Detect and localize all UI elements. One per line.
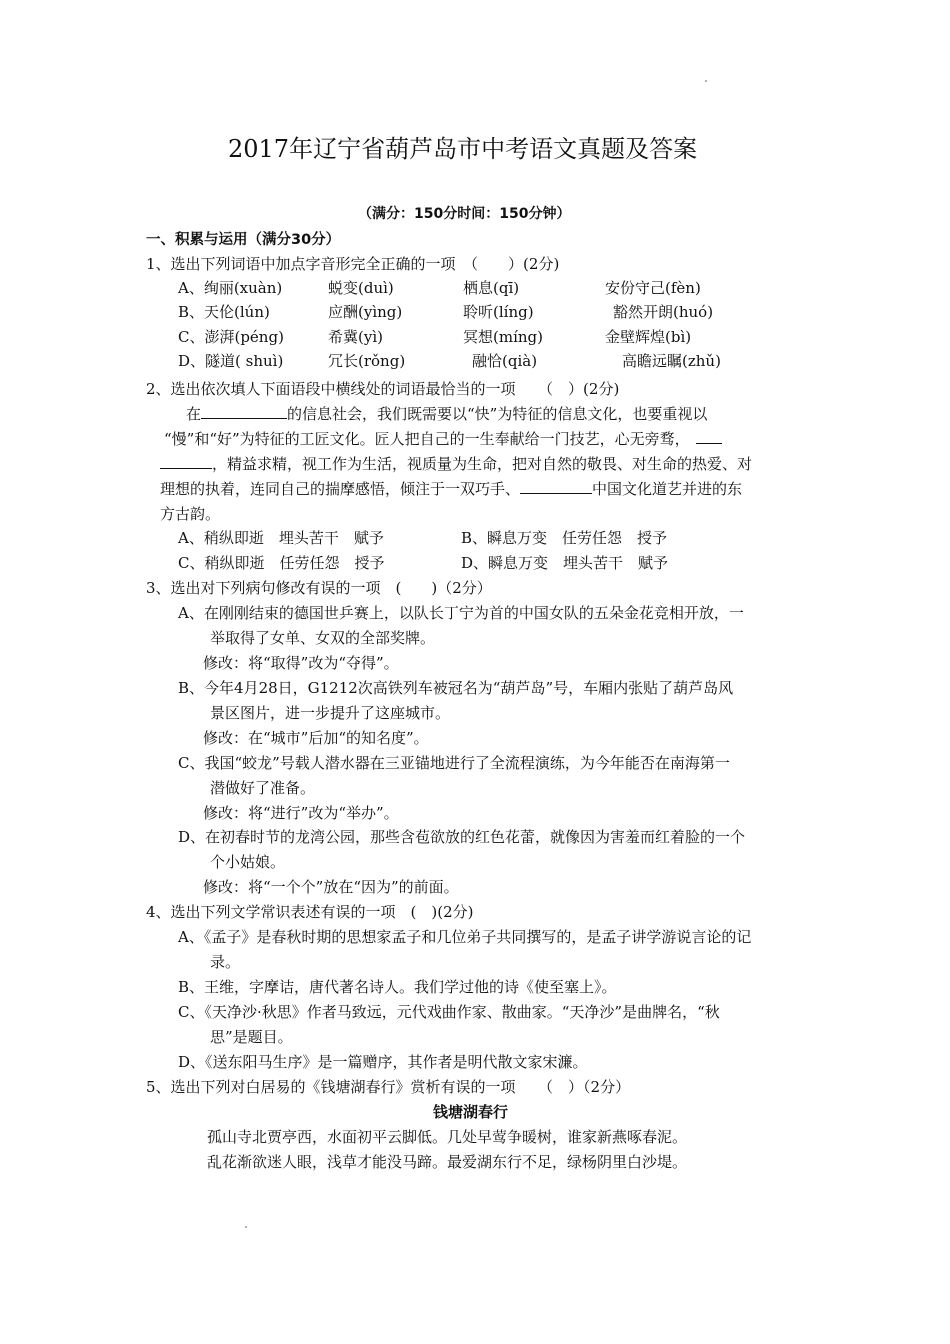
- fill-blank: [160, 454, 212, 469]
- page-title: 2017年辽宁省葫芦岛市中考语文真题及答案: [228, 135, 698, 163]
- passage-text: “慢”和“好”为特征的工匠文化。匠人把自己的一生奉献给一门技艺，心无旁骛，: [164, 430, 690, 448]
- question-3-option-c-cont: 潜做好了准备。: [210, 779, 316, 797]
- top-dot: [705, 80, 707, 82]
- question-3-option-a-cont: 举取得了女单、女双的全部奖牌。: [210, 629, 436, 647]
- question-3-option-c: C、我国“蛟龙”号载人潜水器在三亚锚地进行了全流程演练，为今年能否在南海第一: [178, 754, 730, 772]
- question-2-option-b: B、瞬息万变 任劳任怨 授予: [461, 529, 668, 547]
- question-4-option-a-cont: 录。: [210, 953, 241, 971]
- passage-line: [164, 428, 722, 450]
- poem-line-2: 乱花渐欲迷人眼，浅草才能没马蹄。最爱湖东行不足，绿杨阴里白沙堤。: [207, 1153, 688, 1171]
- question-3-option-d: D、在初春时节的龙湾公园，那些含苞欲放的红色花蕾，就像因为害羞而红着脸的一个: [178, 828, 746, 846]
- passage-text: 理想的执着，连同自己的揣摩感悟，倾注于一双巧手、: [160, 480, 521, 498]
- question-1-stem: 1、选出下列词语中加点字音形完全正确的一项 （ ）(2分): [146, 255, 560, 273]
- option-cell: 应酬(yìng): [328, 303, 403, 321]
- option-cell: B、天伦(lún): [178, 303, 270, 321]
- passage-line: [160, 478, 742, 500]
- option-cell: 栖息(qī): [463, 279, 520, 297]
- question-3-option-a-fix: 修改：将“取得”改为“夺得”。: [203, 654, 399, 672]
- score-time-note: （满分：150分时间：150分钟）: [358, 206, 571, 222]
- option-cell: C、澎湃(péng): [178, 328, 284, 346]
- question-3-option-b: B、今年4月28日，G1212次高铁列车被冠名为“葫芦岛”号，车厢内张贴了葫芦岛风: [178, 679, 734, 697]
- question-3-stem: 3、选出对下列病句修改有误的一项 ( )（2分）: [146, 579, 492, 597]
- passage-text: ，精益求精，视工作为生活，视质量为生命，把对自然的敬畏、对生命的热爱、对: [212, 455, 753, 473]
- fill-blank: [520, 479, 592, 494]
- section-heading: 一、积累与运用（满分30分）: [146, 232, 341, 248]
- bottom-dot: [245, 1226, 247, 1228]
- option-cell: 冥想(míng): [463, 328, 543, 346]
- poem-line-1: 孤山寺北贾亭西，水面初平云脚低。几处早莺争暖树，谁家新燕啄春泥。: [207, 1128, 688, 1146]
- question-4-option-c: C、《天净沙·秋思》作者马致远，元代戏曲作家、散曲家。“天净沙”是曲牌名，“秋: [178, 1003, 720, 1021]
- question-3-option-b-cont: 景区图片，进一步提升了这座城市。: [210, 704, 451, 722]
- fill-blank: [696, 429, 722, 444]
- passage-line: 方古韵。: [160, 505, 221, 523]
- question-2-option-c: C、稍纵即逝 任劳任怨 授予: [178, 554, 385, 572]
- option-cell: 安份守己(fèn): [605, 279, 701, 297]
- option-cell: A、绚丽(xuàn): [178, 279, 283, 297]
- question-4-option-b: B、王维，字摩诘，唐代著名诗人。我们学过他的诗《使至塞上》。: [178, 978, 617, 996]
- passage-line: [160, 453, 752, 475]
- option-cell: 希冀(yì): [328, 328, 383, 346]
- option-cell: 蜕变(duì): [328, 279, 394, 297]
- option-cell: 冗长(rǒng): [328, 352, 406, 370]
- question-4-stem: 4、选出下列文学常识表述有误的一项 ( )(2分): [146, 903, 474, 921]
- passage-line: [186, 403, 707, 425]
- option-cell: 聆听(líng): [463, 303, 534, 321]
- question-3-option-d-cont: 个小姑娘。: [210, 853, 286, 871]
- question-3-option-a: A、在刚刚结束的德国世乒赛上，以队长丁宁为首的中国女队的五朵金花竞相开放，一: [178, 604, 744, 622]
- option-cell: 融恰(qià): [472, 352, 538, 370]
- option-cell: 高瞻远瞩(zhǔ): [622, 352, 721, 370]
- question-2-stem: 2、选出依次填人下面语段中横线处的词语最恰当的一项 （ ）(2分): [146, 380, 620, 398]
- passage-text: 中国文化道艺并进的东: [592, 480, 743, 498]
- question-4-option-c-cont: 思”是题目。: [210, 1028, 293, 1046]
- fill-blank: [201, 404, 287, 419]
- passage-text: 的信息社会，我们既需要以“快”为特征的信息文化，也要重视以: [287, 405, 708, 423]
- poem-title: 钱塘湖春行: [433, 1103, 509, 1121]
- option-cell: 金壁辉煌(bì): [605, 328, 692, 346]
- option-cell: D、隧道( shuì): [178, 352, 284, 370]
- question-5-stem: 5、选出下列对白居易的《钱塘湖春行》赏析有误的一项 （ ）（2分）: [146, 1078, 631, 1096]
- question-3-option-d-fix: 修改：将“一个个”放在“因为”的前面。: [203, 878, 459, 896]
- question-2-option-d: D、瞬息万变 埋头苦干 赋予: [461, 554, 669, 572]
- question-3-option-c-fix: 修改：将“进行”改为“举办”。: [203, 804, 399, 822]
- question-3-option-b-fix: 修改：在“城市”后加“的知名度”。: [203, 729, 429, 747]
- question-4-option-d: D、《送东阳马生序》是一篇赠序，其作者是明代散文家宋濂。: [178, 1053, 588, 1071]
- question-2-option-a: A、稍纵即逝 埋头苦干 赋予: [178, 529, 384, 547]
- passage-text: 在: [186, 405, 202, 423]
- option-cell: 豁然开朗(huó): [613, 303, 714, 321]
- question-4-option-a: A、《孟子》是春秋时期的思想家孟子和几位弟子共同撰写的，是孟子讲学游说言论的记: [178, 928, 752, 946]
